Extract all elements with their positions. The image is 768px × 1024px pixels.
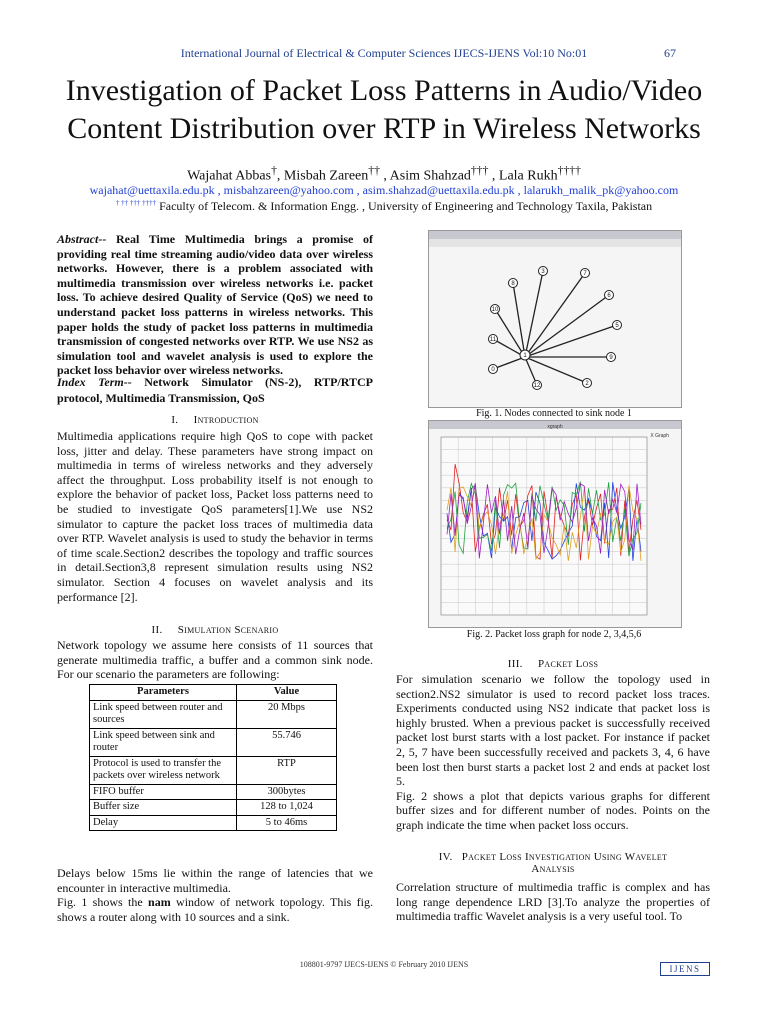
section-3-heading [396,658,710,670]
figure-1-caption: Fig. 1. Nodes connected to sink node 1 [476,408,632,419]
title-line-1: Investigation of Packet Loss Patterns in Audio/Video [65,74,703,107]
table-header: Parameters [90,685,237,701]
fig1-reference-paragraph [57,895,373,924]
section-1-number: I. [171,414,179,426]
table-header: Value [237,685,337,701]
index-terms [57,374,373,406]
section-3-number: III. [507,658,523,670]
section-4-heading [396,851,710,875]
packet-loss-graph [429,421,681,627]
table-cell: 5 to 46ms [237,815,337,831]
abstract [57,232,373,378]
section-2-title: Simulation Scenario [177,624,279,636]
node-label: 1 [523,353,527,359]
node-label: 8 [511,281,515,287]
section-3-paragraph-2: Fig. 2 shows a plot that depicts various graphs for different buffer sizes and for different number of nodes. Points on the graph indicate the time when packet loss occurs. [396,788,710,832]
topology-nodes [489,267,622,390]
table-cell: Link speed between sink and router [90,728,237,756]
node-label: 10 [491,307,499,313]
figure-1-nam-window [428,230,682,408]
section-1-text: Multimedia applications require high QoS to cope with packet loss, jitter and delay. These parameters have strong impact on multimedia in terms of wireless networks and they adversely affect the throughput. Loss probability itself is not enough to explore the behavior of packet loss, Packet loss patterns need to be studied to investigate QoS parameters[1].We use NS2 simulator to capture the packet loss traces of multimedia data over RTP. Wavelet analysis is used to study the behavior in terms of time scale.Section2 describes the topology and traffic sources in detail.Section3,8 represent simulation results using NS2 simulator. Section 4 focuses on wavelet analysis and its performance [2]. [57,429,373,604]
affiliation [0,199,768,214]
network-topology-graphic [429,231,681,407]
author-2: Misbah Zareen [283,168,369,184]
author-4-mark: †††† [557,164,581,177]
table-row [90,815,337,831]
table-row [90,784,337,800]
section-3-title: Packet Loss [537,658,599,670]
table-row [90,728,337,756]
section-1-heading [57,414,373,426]
page-footer: 108801-9797 IJECS-IJENS © February 2010 IJENS [299,960,469,969]
index-terms-text: Network Simulator (NS-2), RTP/RTCP protocol, Multimedia Transmission, QoS [57,375,373,405]
table-cell: RTP [237,756,337,784]
table-cell: 20 Mbps [237,700,337,728]
latency-paragraph: Delays below 15ms lie within the range of latencies that we encounter in interactive multimedia. [57,866,373,895]
window-toolbar [429,239,681,247]
author-1-mark: † [271,164,277,177]
table-row [90,800,337,816]
after-table-text [57,866,373,924]
section-1-title: Introduction [193,414,259,426]
section-4-title-line-2: Analysis [531,863,575,875]
author-3: Asim Shahzad [389,168,471,184]
ijens-logo: IJENS [660,962,710,976]
table-cell: Link speed between router and sources [90,700,237,728]
title-line-2: Content Distribution over RTP in Wireless Networks [67,112,701,145]
parameters-table-wrap [89,684,337,831]
node-label: 7 [583,271,587,277]
table-cell: 55.746 [237,728,337,756]
abstract-label: Abstract-- [57,232,107,246]
node-label: 2 [585,381,589,387]
section-3-text [396,672,710,833]
table-header-row [90,685,337,701]
node-label: 6 [607,293,611,299]
xgraph-window-title: xgraph [547,424,563,430]
author-2-mark: †† [368,164,380,177]
figure-2-caption: Fig. 2. Packet loss graph for node 2, 3,4,5,6 [466,629,642,640]
journal-header: International Journal of Electrical & Computer Sciences IJECS-IJENS Vol:10 No:01 [180,46,588,60]
section-4-number: IV. [438,851,453,863]
node-label: 11 [489,337,497,343]
affiliation-text: Faculty of Telecom. & Information Engg. , University of Engineering and Technology Taxila, Pakistan [159,199,653,213]
table-cell: Delay [90,815,237,831]
fig1-ref-post: window of network topology. This fig. shows a router along with 10 sources and a sink. [57,895,374,924]
table-row [90,700,337,728]
table-cell: FIFO buffer [90,784,237,800]
xgraph-legend: X Graph [650,433,669,439]
author-4: Lala Rukh [498,168,558,184]
section-4-text: Correlation structure of multimedia traffic is complex and has long range dependence LRD [3].To analyze the properties of multimedia traffic Wavelet analysis is a very useful tool. To [396,880,710,924]
section-2-text: Network topology we assume here consists of 11 sources that generate multimedia traffic, a buffer and a common sink node. For our scenario the parameters are following: [57,638,373,682]
node-label: 12 [533,383,541,389]
page-number: 67 [664,46,676,60]
affiliation-symbols: † †† ††† †††† [115,199,157,207]
authors: Wajahat Abbas†, Misbah Zareen†† , Asim Shahzad††† , Lala Rukh†††† [187,164,581,184]
author-3-mark: ††† [470,164,489,177]
node-label: 9 [609,355,613,361]
table-row [90,756,337,784]
author-emails[interactable]: wajahat@uettaxila.edu.pk , misbahzareen@yahoo.com , asim.shahzad@uettaxila.edu.pk , lalarukh_malik_pk@yahoo.com [89,183,679,197]
abstract-text: Real Time Multimedia brings a promise of providing real time streaming audio/video data over wireless networks. However, there is a problem associated with multimedia transmission over wireless networks i.e. packet loss. To achieve desired Quality of Service (QoS) we need to understand packet loss patterns in wireless networks. This paper holds the study of packet loss patterns in multimedia transmission of congested networks over RTP. We use NS2 as simulation tool and wavelet analysis is used to explore the packet loss behavior over wireless networks. [57,232,373,378]
section-4-title: Packet Loss Investigation Using Wavelet [461,851,668,863]
window-titlebar [429,231,681,239]
author-1: Wajahat Abbas [187,168,272,184]
section-2-heading [57,624,373,636]
table-cell: Buffer size [90,800,237,816]
index-terms-label: Index Term-- [57,375,132,389]
section-2-number: II. [151,624,163,636]
node-label: 5 [615,323,619,329]
node-label: 0 [491,367,495,373]
fig1-ref-pre: Fig. 1 shows the [57,895,143,910]
section-3-paragraph-1: For simulation scenario we follow the topology used in section2.NS2 simulator is used to record packet loss traces. Experiments conducted using NS2 indicate that packet loss is highly brusted. When a previous packet is successfully received packet lost burst starts with a lost packet. For instance if packet 2, 5, 7 have been successfully received and packets 3, 4, 6 have been lost then burst starts a packet lost 2 and ends at packet lost 5. [396,672,710,789]
table-cell: 128 to 1,024 [237,800,337,816]
table-cell: 300bytes [237,784,337,800]
topology-links [493,271,617,385]
node-label: 3 [541,269,545,275]
fig1-ref-nam: nam [148,895,171,910]
parameters-table [89,684,337,831]
table-cell: Protocol is used to transfer the packets over wireless network [90,756,237,784]
figure-2-xgraph-window [428,420,682,628]
paper-title [30,72,738,148]
